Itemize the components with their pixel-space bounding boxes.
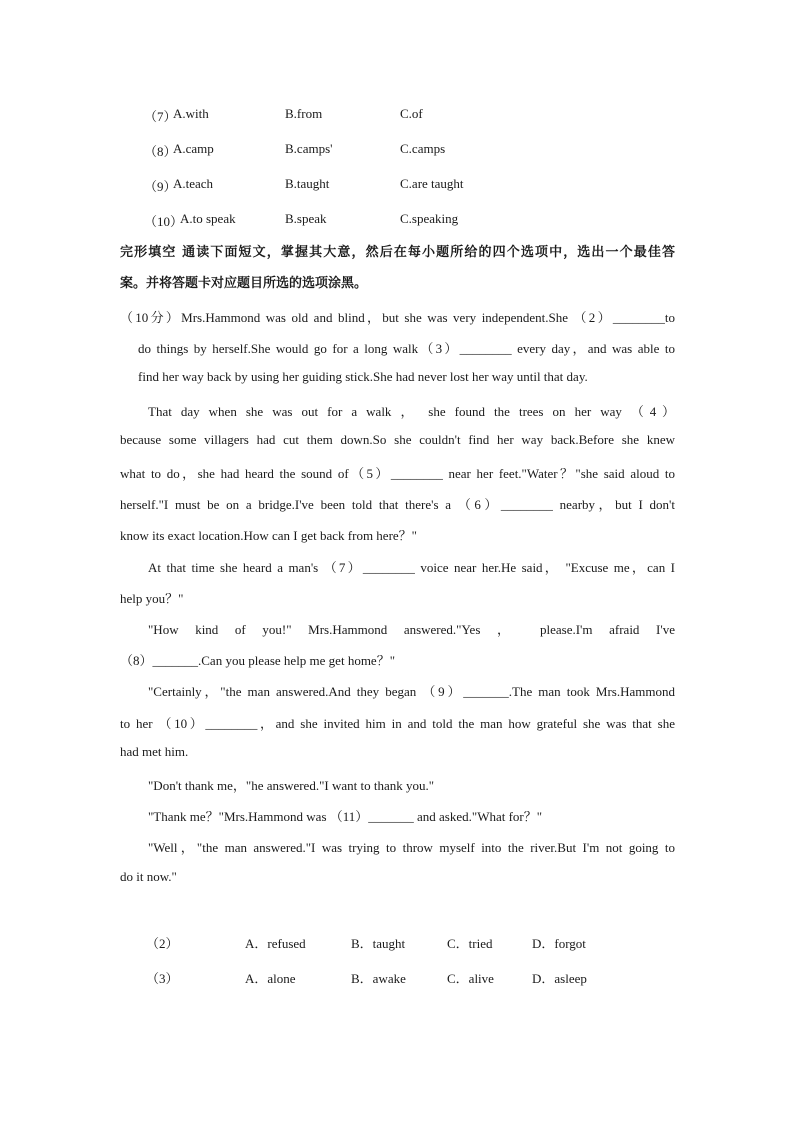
choice-b: B．awake (351, 971, 406, 986)
passage-line: do things by herself.She would go for a long walk（3）________ every day，and was able to (138, 341, 675, 356)
passage-line: what to do，she had heard the sound of（5）________ near her feet."Water？"she said aloud to (120, 466, 675, 481)
passage-line: herself."I must be on a bridge.I've been told that there's a （6）________ nearby，but I don't (120, 497, 675, 512)
option-c: C.speaking (400, 211, 459, 226)
choice-c: C．tried (447, 936, 493, 951)
section-heading-line2: 案。并将答题卡对应题目所选的选项涂黑。 (120, 276, 368, 291)
passage-line: That day when she was out for a walk ， she found the trees on her way （4） (148, 404, 675, 419)
option-b: B.speak (285, 211, 327, 226)
option-number: （10） (144, 214, 184, 229)
passage-line: "Thank me？"Mrs.Hammond was （11）_______ and asked."What for？" (148, 809, 543, 824)
choice-b: B．taught (351, 936, 406, 951)
passage-line: At that time she heard a man's （7）________ voice near her.He said， "Excuse me，can I (148, 560, 675, 575)
passage-line: find her way back by using her guiding stick.She had never lost her way until that day. (138, 369, 588, 384)
option-c: C.are taught (400, 176, 464, 191)
passage-line: "Well，"the man answered."I was trying to throw myself into the river.But I'm not going to (148, 840, 675, 855)
passage-line: had met him. (120, 744, 189, 759)
choice-a: A．alone (245, 971, 296, 986)
option-c: C.camps (400, 141, 446, 156)
option-a: A.to speak (180, 211, 236, 226)
passage-line: know its exact location.How can I get back from here？" (120, 528, 417, 543)
passage-line: "Certainly，"the man answered.And they began （9）_______.The man took Mrs.Hammond (148, 684, 675, 699)
option-b: B.taught (285, 176, 330, 191)
question-number: （3） (146, 971, 179, 986)
option-number: （9） (144, 179, 177, 194)
option-number: （7） (144, 109, 177, 124)
passage-line: （8）_______.Can you please help me get home？" (120, 653, 396, 668)
choice-c: C．alive (447, 971, 494, 986)
passage-line: because some villagers had cut them down.So she couldn't find her way back.Before she knew (120, 432, 675, 447)
passage-line: "Don't thank me，"he answered."I want to thank you." (148, 778, 435, 793)
option-b: B.from (285, 106, 323, 121)
choice-a: A．refused (245, 936, 306, 951)
option-a: A.with (173, 106, 209, 121)
question-number: （2） (146, 936, 179, 951)
passage-line: to her （10）________，and she invited him in and told the man how grateful she was that she (120, 716, 675, 731)
choice-d: D．asleep (532, 971, 587, 986)
passage-line: "How kind of you!" Mrs.Hammond answered."Yes ， please.I'm afraid I've (148, 622, 675, 637)
option-b: B.camps' (285, 141, 333, 156)
option-number: （8） (144, 144, 177, 159)
section-heading-line1: 完形填空 通读下面短文，掌握其大意，然后在每小题所给的四个选项中，选出一个最佳答 (120, 245, 675, 260)
passage-line: （10分）Mrs.Hammond was old and blind，but she was very independent.She （2）________to (120, 310, 675, 325)
choice-d: D．forgot (532, 936, 586, 951)
passage-line: do it now." (120, 869, 177, 884)
passage-line: help you？" (120, 591, 184, 606)
option-a: A.camp (173, 141, 214, 156)
option-a: A.teach (173, 176, 214, 191)
option-c: C.of (400, 106, 423, 121)
